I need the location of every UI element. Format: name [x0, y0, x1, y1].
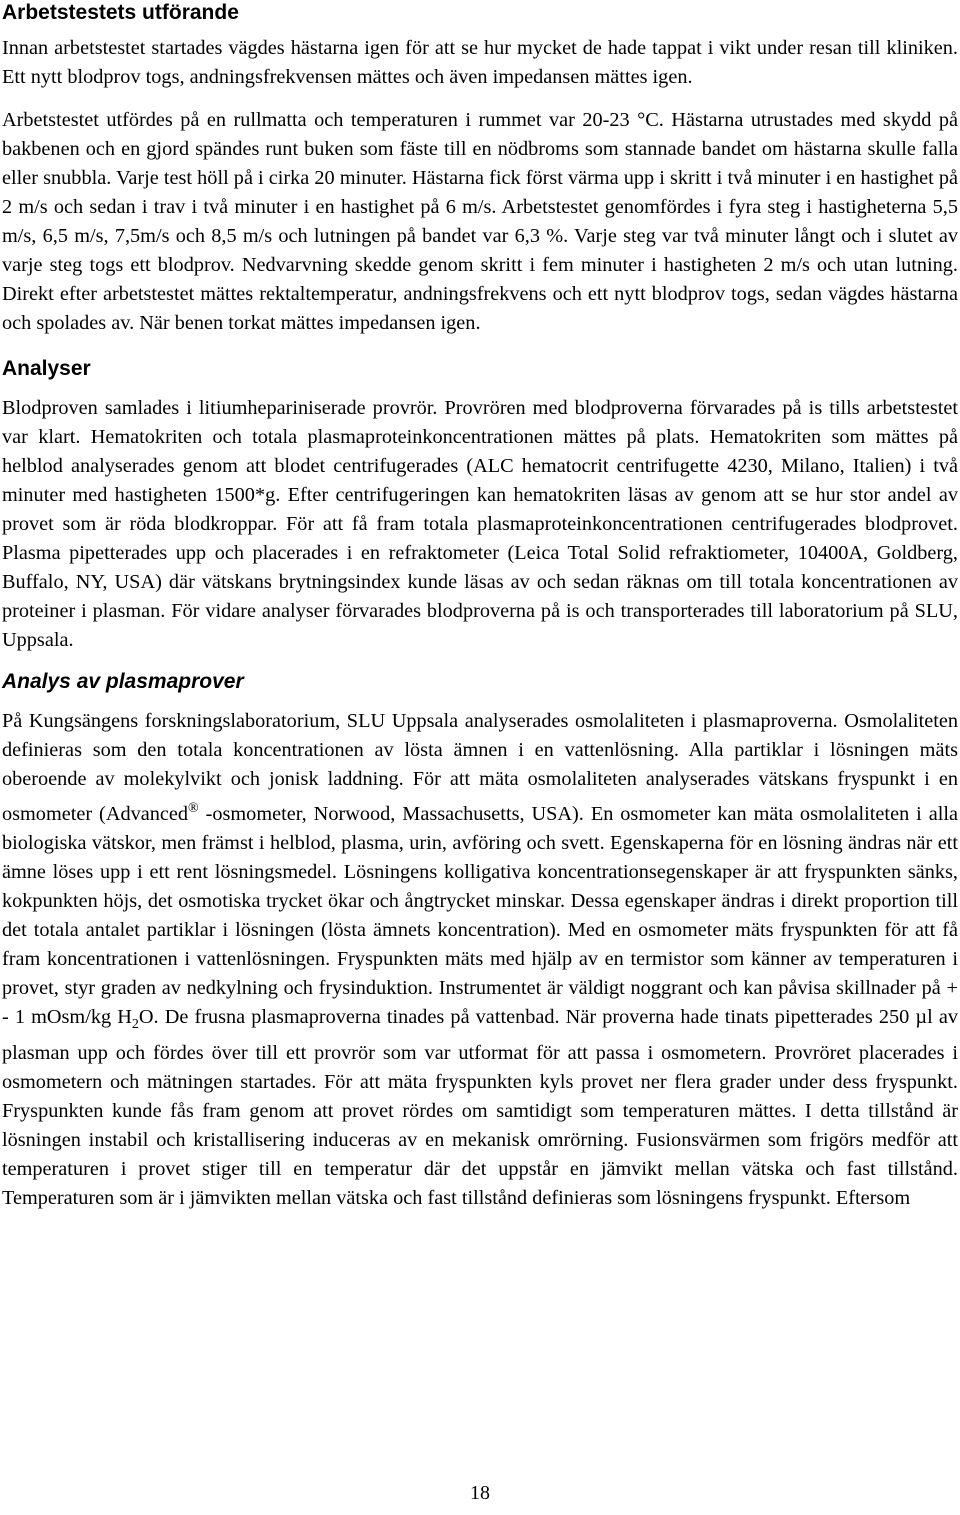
paragraph-arbetstest-procedure: Arbetstestet utfördes på en rullmatta och temperaturen i rummet var 20-23 °C. Hästarna utrustades med skydd på bakbenen och en gjord spändes runt buken som fäste till en nödbroms som stannade bandet om hästarna skulle falla eller snubbla. Varje test höll på i cirka 20 minuter. Hästarna fick först värma upp i skritt i två minuter i en hastighet på 2 m/s och sedan i trav i två minuter i en hastighet på 6 m/s. Arbetstestet genomfördes i fyra steg i hastigheterna 5,5 m/s, 6,5 m/s, 7,5m/s och 8,5 m/s och lutningen på bandet var 6,3 %. Varje steg var två minuter långt och i slutet av varje steg togs ett blodprov. Nedvarvning skedde genom skritt i fem minuter i hastigheten 2 m/s och utan lutning. Direkt efter arbetstestet mättes rektaltemperatur, andningsfrekvens och ett nytt blodprov togs, sedan vägdes hästarna och spolades av. När benen torkat mättes impedansen igen.	[2, 109, 958, 334]
water-subscript: 2	[131, 1016, 139, 1032]
section-heading-arbetstest: Arbetstestets utförande	[2, 1, 239, 24]
paragraph-analyser: Blodproven samlades i litiumhepariniserade provrör. Provrören med blodproverna förvarades på is tills arbetstestet var klart. Hematokriten och totala plasmaproteinkoncentrationen mättes på plats. Hematokriten som mättes på helblod analyserades genom att blodet centrifugerades (ALC hematocrit centrifugette 4230, Milano, Italien) i två minuter med hastigheten 1500*g. Efter centrifugeringen kan hematokriten läsas av genom att se hur stor andel av provet som är röda blodkroppar. För att få fram totala plasmaproteinkoncentrationen centrifugerades blodprovet. Plasma pipetterades upp och placerades i en refraktometer (Leica Total Solid refraktiometer, 10400A, Goldberg, Buffalo, NY, USA) där vätskans brytningsindex kunde läsas av och sedan räknas om till totala koncentrationen av proteiner i plasman. För vidare analyser förvarades blodproverna på is och transporterades till laboratorium på SLU, Uppsala.	[2, 397, 958, 651]
registered-mark: ®	[188, 801, 199, 816]
paragraph-plasmaprover-part2: -osmometer, Norwood, Massachusetts, USA). En osmometer kan mäta osmolaliteten i alla biologiska vätskor, men främst i helblod, plasma, urin, avföring och svett. Egenskaperna för en lösning ändras när ett ämne löses upp i ett rent lösningsmedel. Lösningens kolligativa koncentrationsegenskaper är att fryspunkten sänks, kokpunkten höjs, det osmotiska trycket ökar och ångtrycket minskar. Dessa egenskaper ändras i direkt proportion till det totala antalet partiklar i lösningen (lösta ämnets koncentration). Med en osmometer mäts fryspunkten för att få fram koncentrationen i vattenlösningen. Fryspunkten mäts med hjälp av en termistor som känner av temperaturen i provet, styr graden av nedkylning och frysinduktion. Instrumentet är väldigt noggrant och kan påvisa skillnader på + - 1 mOsm/kg H	[2, 802, 958, 1028]
paragraph-plasmaprover-part1: På Kungsängens forskningslaboratorium, SLU Uppsala analyserades osmolaliteten i plasmaproverna. Osmolaliteten definieras som den totala koncentrationen av lösta ämnen i en vattenlösning. Alla partiklar i lösningen mäts oberoende av molekylvikt och jonisk laddning. För att mäta osmolaliteten analyserades vätskans fryspunkt i en osmometer (Advanced	[2, 710, 958, 825]
paragraph-plasmaprover	[2, 707, 958, 1213]
section-heading-analyser: Analyser	[2, 357, 91, 380]
section-heading-plasmaprover: Analys av plasmaprover	[2, 670, 244, 693]
paragraph-arbetstest-intro: Innan arbetstestet startades vägdes hästarna igen för att se hur mycket de hade tappat i vikt under resan till kliniken. Ett nytt blodprov togs, andningsfrekvensen mättes och även impedansen mättes igen.	[2, 37, 958, 88]
page-number: 18	[470, 1482, 490, 1504]
paragraph-plasmaprover-part3: O. De frusna plasmaproverna tinades på vattenbad. När proverna hade tinats pipetterades 250 µl av plasman upp och fördes över till ett provrör som var utformat för att passa i osmometern. Provröret placerades i osmometern och mätningen startades. För att mäta fryspunkten kyls provet ner flera grader under dess fryspunkt. Fryspunkten kunde fås fram genom att provet rördes om samtidigt som temperaturen mättes. I detta tillstånd är lösningen instabil och kristallisering induceras av en mekanisk omrörning. Fusionsvärmen som frigörs medför att temperaturen i provet stiger till en temperatur där det uppstår en jämvikt mellan vätska och fast tillstånd. Temperaturen som är i jämvikten mellan vätska och fast tillstånd definieras som lösningens fryspunkt. Eftersom	[2, 1005, 958, 1209]
